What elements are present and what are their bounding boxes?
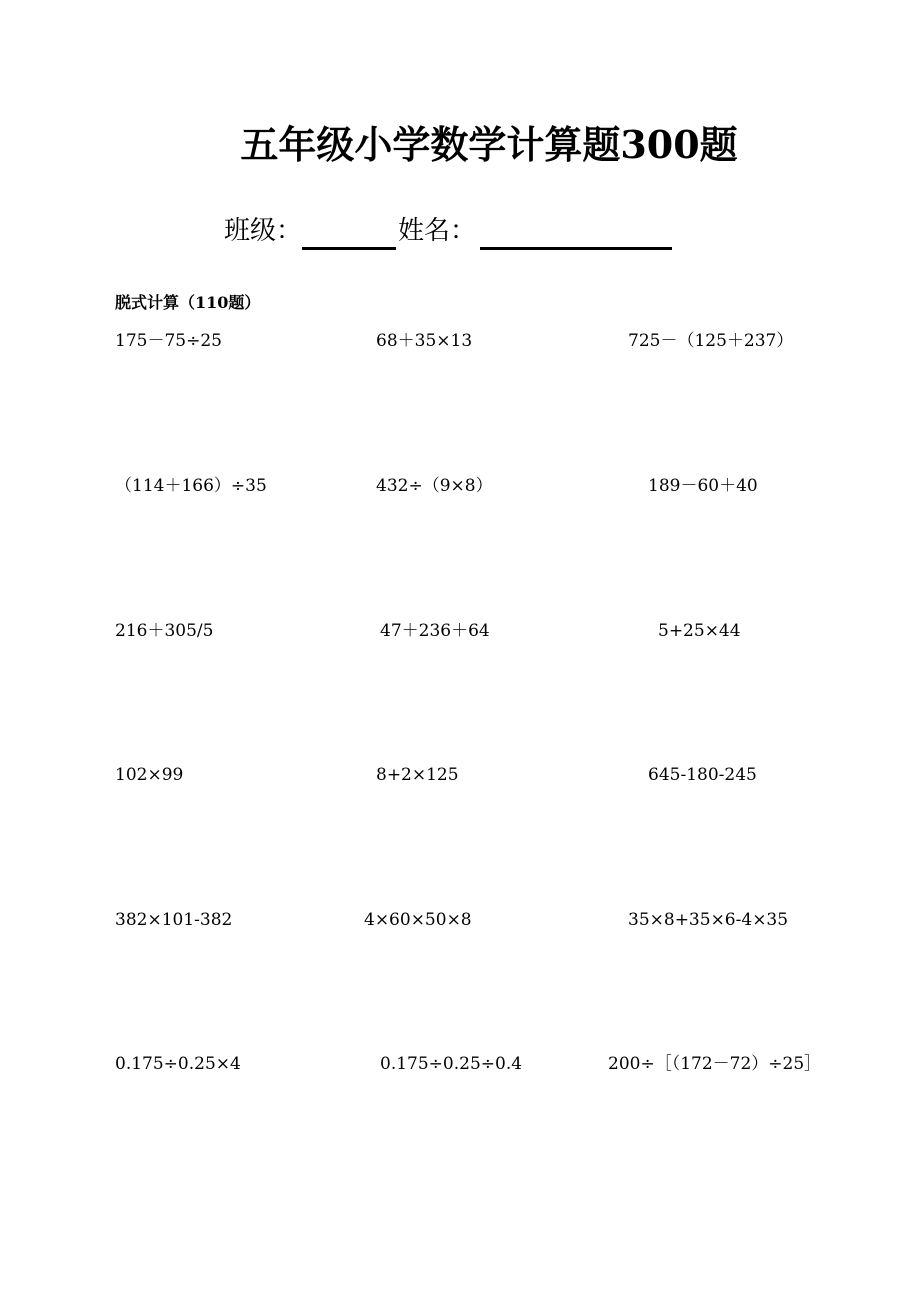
problem-item: 35×8+35×6-4×35 [628,910,789,930]
problem-item: 200÷［（172－72）÷25］ [608,1054,822,1074]
problem-item: 645-180-245 [648,765,757,785]
problem-item: 175－75÷25 [115,331,222,351]
name-blank [480,217,672,250]
problem-item: 189－60＋40 [648,476,758,496]
page-title: 五年级小学数学计算题300题 [240,122,738,167]
problem-item: 0.175÷0.25÷0.4 [380,1054,523,1074]
problem-item: 8+2×125 [376,765,459,785]
problem-item: 5+25×44 [658,621,741,641]
class-blank [302,217,396,250]
student-info-line [224,212,672,250]
problem-item: 47＋236＋64 [380,621,490,641]
problem-item: （114＋166）÷35 [115,476,267,496]
problem-item: 432÷（9×8） [376,476,493,496]
section-heading: 脱式计算（110题） [115,293,261,312]
class-label: 班级： [224,216,303,246]
problem-item: 68＋35×13 [376,331,473,351]
problem-item: 725－（125＋237） [628,331,794,351]
problem-item: 4×60×50×8 [364,910,472,930]
problem-item: 382×101-382 [115,910,233,930]
name-label: 姓名： [398,216,477,246]
problem-item: 216＋305/5 [115,621,214,641]
problem-item: 102×99 [115,765,184,785]
problem-item: 0.175÷0.25×4 [115,1054,241,1074]
